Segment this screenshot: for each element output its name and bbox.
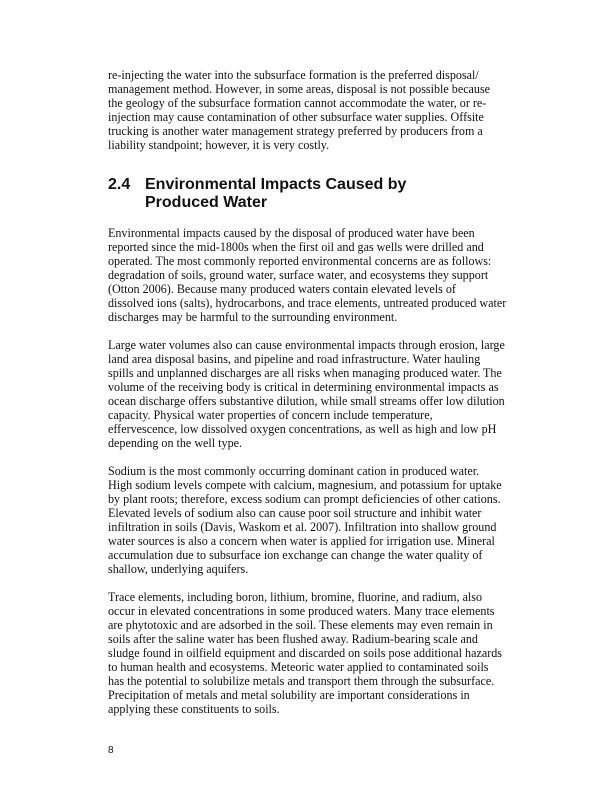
text-line: management method. However, in some areas, disposal is not possible because (108, 82, 491, 96)
text-line: soils after the saline water has been flushed away. Radium-bearing scale and (108, 632, 478, 646)
text-line: Precipitation of metals and metal solubility are important considerations in (108, 688, 470, 702)
text-line: occur in elevated concentrations in some produced waters. Many trace elements (108, 604, 495, 618)
text-line: infiltration in soils (Davis, Waskom et al. 2007). Infiltration into shallow ground (108, 520, 497, 534)
page-content (108, 68, 508, 716)
text-line: operated. The most commonly reported environmental concerns are as follows: (108, 254, 492, 268)
text-line: Sodium is the most commonly occurring dominant cation in produced water. (108, 464, 480, 478)
text-line: Large water volumes also can cause environmental impacts through erosion, large (108, 338, 505, 352)
text-line: shallow, underlying aquifers. (108, 562, 249, 576)
text-line: water sources is also a concern when water is applied for irrigation use. Mineral (108, 534, 495, 548)
text-line: (Otton 2006). Because many produced waters contain elevated levels of (108, 282, 456, 296)
text-line: liability standpoint; however, it is very costly. (108, 138, 330, 152)
text-line: re-injecting the water into the subsurface formation is the preferred disposal/ (108, 68, 479, 82)
section-number: 2.4 (108, 176, 131, 193)
text-line: depending on the well type. (108, 436, 243, 450)
page-number: 8 (108, 745, 114, 756)
text-line: by plant roots; therefore, excess sodium can prompt deficiencies of other cations. (108, 492, 501, 506)
text-line: capacity. Physical water properties of concern include temperature, (108, 408, 433, 422)
text-line: reported since the mid-1800s when the first oil and gas wells were drilled and (108, 240, 484, 254)
body-paragraph (108, 338, 508, 450)
text-line: Elevated levels of sodium also can cause poor soil structure and inhibit water (108, 506, 482, 520)
text-line: injection may cause contamination of other subsurface water supplies. Offsite (108, 110, 484, 124)
intro-paragraph (108, 68, 508, 152)
text-line: ocean discharge offers substantive dilution, while small streams offer low dilution (108, 394, 505, 408)
body-paragraph (108, 590, 508, 716)
text-line: are phytotoxic and are adsorbed in the soil. These elements may even remain in (108, 618, 493, 632)
body-paragraph (108, 464, 508, 576)
section-heading (108, 176, 508, 212)
text-line: Trace elements, including boron, lithium, bromine, fluorine, and radium, also (108, 590, 483, 604)
text-line: volume of the receiving body is critical in determining environmental impacts as (108, 380, 499, 394)
text-line: effervescence, low dissolved oxygen concentrations, as well as high and low pH (108, 422, 497, 436)
text-line: Environmental impacts caused by the disposal of produced water have been (108, 226, 475, 240)
text-line: sludge found in oilfield equipment and discarded on soils pose additional hazards (108, 646, 502, 660)
text-line: spills and unplanned discharges are all risks when managing produced water. The (108, 366, 502, 380)
text-line: the geology of the subsurface formation cannot accommodate the water, or re- (108, 96, 487, 110)
text-line: accumulation due to subsurface ion exchange can change the water quality of (108, 548, 483, 562)
text-line: discharges may be harmful to the surrounding environment. (108, 310, 398, 324)
section-title-line: Environmental Impacts Caused by (145, 176, 407, 193)
text-line: has the potential to solubilize metals and transport them through the subsurface. (108, 674, 495, 688)
text-line: degradation of soils, ground water, surface water, and ecosystems they support (108, 268, 489, 282)
section-title-line: Produced Water (145, 194, 268, 211)
text-line: applying these constituents to soils. (108, 702, 280, 716)
text-line: dissolved ions (salts), hydrocarbons, and trace elements, untreated produced water (108, 296, 507, 310)
text-line: High sodium levels compete with calcium, magnesium, and potassium for uptake (108, 478, 502, 492)
body-paragraph (108, 226, 508, 324)
text-line: trucking is another water management strategy preferred by producers from a (108, 124, 483, 138)
text-line: to human health and ecosystems. Meteoric water applied to contaminated soils (108, 660, 489, 674)
text-line: land area disposal basins, and pipeline and road infrastructure. Water hauling (108, 352, 481, 366)
